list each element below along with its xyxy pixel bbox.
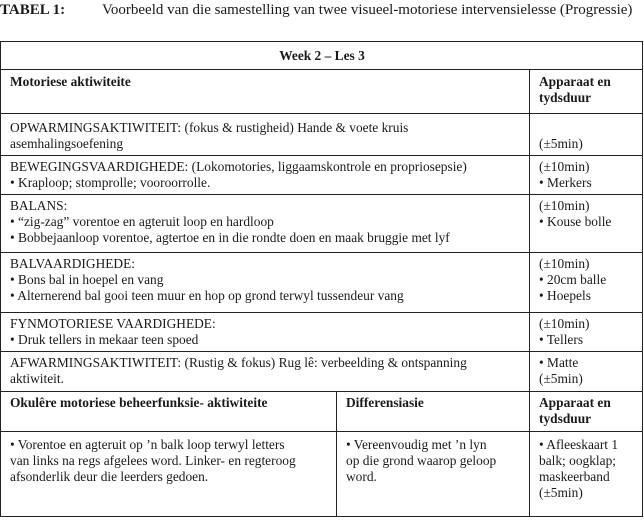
ball-activity: BALVAARDIGHEDE: • Bons bal in hoepel en vang • Alternerend bal gooi teen muur en hop op grond terwyl tussendeur vang [1, 253, 530, 313]
ocular-header-equipment: Apparaat en tydsduur [530, 392, 643, 432]
table-caption [0, 2, 632, 19]
cooldown-activity: AFWARMINGSAKTIWITEIT: (Rustig & fokus) Rug lê: verbeelding & ontspanning aktiwiteit. [1, 352, 530, 392]
table-title: Week 2 – Les 3 [1, 42, 643, 70]
warmup-activity: OPWARMINGSAKTIWITEIT: (fokus & rustigheid) Hande & voete kruis asemhalingsoefening [1, 114, 530, 156]
ocular-header-differentiation: Differensiasie [337, 392, 530, 432]
balance-equipment: (±10min) • Kouse bolle [530, 195, 643, 253]
header-row [1, 70, 643, 114]
ocular-equipment: • Afleeskaart 1 balk; oogklap; maskeerband (±5min) [530, 432, 643, 517]
title-row [1, 42, 643, 70]
table-row [1, 156, 643, 195]
ocular-header-row [1, 392, 643, 432]
ocular-header-activity: Okulêre motoriese beheerfunksie- aktiwiteite [1, 392, 337, 432]
ocular-differentiation: • Vereenvoudig met ’n lyn op die grond waarop geloop word. [337, 432, 530, 517]
header-equipment: Apparaat en tydsduur [530, 70, 643, 114]
warmup-equipment: (±5min) [530, 114, 643, 156]
table-row [1, 253, 643, 313]
balance-activity: BALANS: • “zig-zag” vorentoe en agteruit loop en hardloop • Bobbejaanloop vorentoe, agtertoe en in die rondte doen en maak bruggie met lyf [1, 195, 530, 253]
caption-text: Voorbeeld van die samestelling van twee visueel-motoriese intervensielesse (Progressie) [102, 2, 633, 18]
table-row [1, 195, 643, 253]
fine-motor-equipment: (±10min) • Tellers [530, 313, 643, 352]
ball-equipment: (±10min) • 20cm balle • Hoepels [530, 253, 643, 313]
table-row [1, 352, 643, 392]
movement-activity: BEWEGINGSVAARDIGHEDE: (Lokomotories, liggaamskontrole en propriosepsie) • Kraploop; stomprolle; vooroorrolle. [1, 156, 530, 195]
ocular-row [1, 432, 643, 517]
ocular-activity: • Vorentoe en agteruit op ’n balk loop terwyl letters van links na regs afgelees word. Linker- en regteroog afsonderlik deur die leerders gedoen. [1, 432, 337, 517]
lesson-table [0, 41, 643, 517]
caption-label: TABEL 1: [0, 2, 66, 18]
fine-motor-activity: FYNMOTORIESE VAARDIGHEDE: • Druk tellers in mekaar teen spoed [1, 313, 530, 352]
table-row [1, 313, 643, 352]
header-activity: Motoriese aktiwiteite [1, 70, 530, 114]
table-row [1, 114, 643, 156]
cooldown-equipment: • Matte (±5min) [530, 352, 643, 392]
movement-equipment: (±10min) • Merkers [530, 156, 643, 195]
